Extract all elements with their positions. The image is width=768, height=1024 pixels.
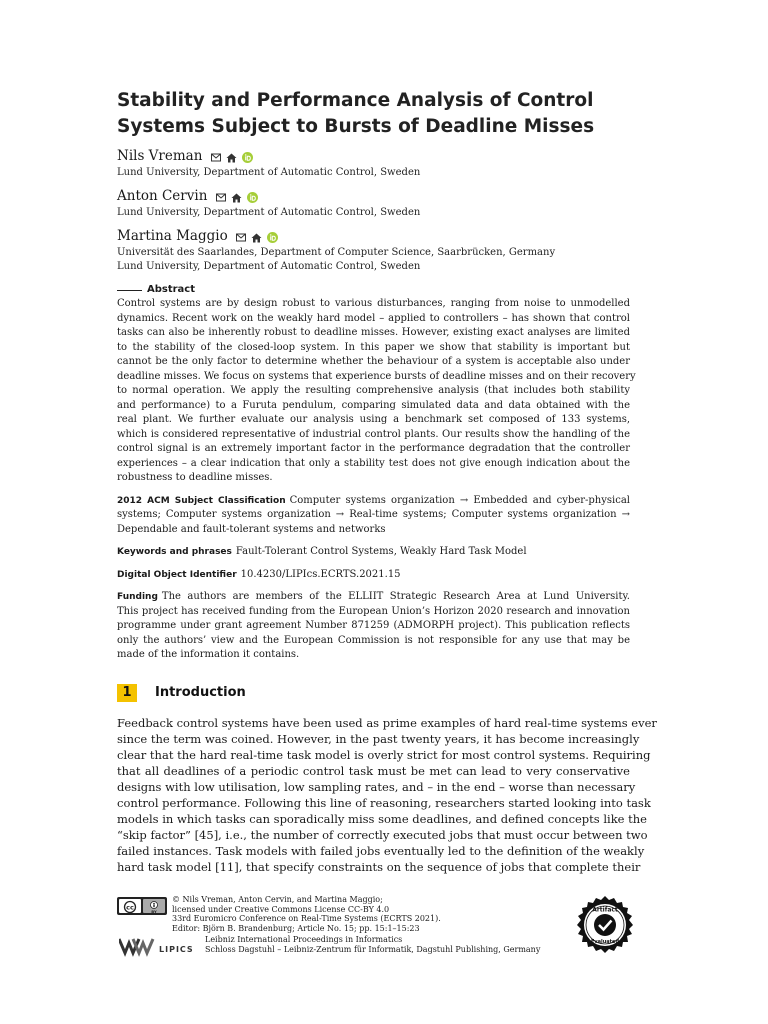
acm-line: Dependable and fault-tolerant systems and networks xyxy=(117,523,386,535)
cc-icon xyxy=(119,899,141,913)
author-list xyxy=(117,146,630,274)
abstract-line: cannot be the only factor to determine whether the behaviour of a system is acceptable also under xyxy=(117,356,630,367)
author-name: Anton Cervin xyxy=(117,188,208,204)
orcid-icon[interactable] xyxy=(267,232,278,243)
license-line: licensed under Creative Commons License CC-BY 4.0 xyxy=(172,904,390,914)
lipics-line: Schloss Dagstuhl – Leibniz-Zentrum für Informatik, Dagstuhl Publishing, Germany xyxy=(205,945,541,954)
acm-line: systems; Computer systems organization → Real-time systems; Computer systems organization → xyxy=(117,509,630,520)
funding-line: This project has received funding from the European Union’s Horizon 2020 research and innovation xyxy=(117,605,630,617)
paper-title xyxy=(117,88,630,140)
keywords-text: Fault-Tolerant Control Systems, Weakly Hard Task Model xyxy=(235,546,527,557)
abstract-line: tasks can also be inherently robust to deadline misses. However, existing exact analyses are limited xyxy=(117,327,630,338)
funding xyxy=(117,590,630,663)
abstract-rule xyxy=(117,290,142,291)
license-text xyxy=(172,895,441,933)
doi xyxy=(117,568,630,583)
body-line: since the term was coined. However, in the past twenty years, it has become increasingly xyxy=(117,731,640,746)
doi-label: Digital Object Identifier xyxy=(117,569,237,580)
orcid-icon[interactable] xyxy=(242,152,253,163)
body-line: designs with low utilisation, low sampling rates, and – in the end – worse than necessary xyxy=(117,779,636,794)
title-line: Systems Subject to Bursts of Deadline Misses xyxy=(117,116,595,137)
keywords xyxy=(117,545,630,560)
lipics-text xyxy=(205,935,540,955)
seal-text-top: Artifact xyxy=(592,906,618,914)
abstract-line: real plant. We further evaluate our analysis using a benchmark set composed of 133 systems, xyxy=(117,414,630,425)
body-line: hard task model [11], that specify constraints on the sequence of jobs that complete their xyxy=(117,859,641,874)
section-body xyxy=(117,715,657,875)
doi-link[interactable]: 10.4230/LIPIcs.ECRTS.2021.15 xyxy=(240,568,401,580)
body-line: that all deadlines of a periodic control task must be met can lead to very conservative xyxy=(117,763,630,778)
acm-label: 2012 ACM Subject Classification xyxy=(117,495,286,506)
funding-line: only the authors’ view and the European Commission is not responsible for any use that may be xyxy=(117,634,630,646)
email-icon[interactable] xyxy=(211,153,221,162)
home-icon[interactable] xyxy=(231,193,242,203)
author-icons xyxy=(216,187,258,206)
lipics-logo-text: LIPICS xyxy=(159,945,194,954)
by-label: BY xyxy=(151,909,157,914)
abstract-heading xyxy=(117,283,630,297)
author-entry xyxy=(117,226,630,274)
email-icon[interactable] xyxy=(236,233,246,242)
abstract-line: to normal operation. We apply the resulting comprehensive analysis (that includes both stability xyxy=(117,385,630,396)
email-icon[interactable] xyxy=(216,193,226,202)
funding-line: made of the information it contains. xyxy=(117,649,300,660)
section-number-badge: 1 xyxy=(117,684,137,702)
home-icon[interactable] xyxy=(251,233,262,243)
abstract-line: experiences – a clear indication that only a stability test does not give enough indication about the xyxy=(117,457,630,469)
abstract-line: deadline misses. We focus on systems that experience bursts of deadline misses and on their recovery xyxy=(117,370,636,382)
svg-text:cc: cc xyxy=(126,903,134,912)
abstract-line: which is considered representative of industrial control plants. Our results show the handling of the xyxy=(117,428,630,440)
author-icons xyxy=(211,147,253,166)
author-affiliation: Universität des Saarlandes, Department of Computer Science, Saarbrücken, Germany xyxy=(117,247,556,258)
body-line: clear that the hard real-time task model is overly strict for most control systems. Requiring xyxy=(117,747,651,762)
acm-classification xyxy=(117,494,630,538)
abstract-line: Control systems are by design robust to various disturbances, ranging from noise to unmodelled xyxy=(117,298,630,309)
author-affiliation: Lund University, Department of Automatic Control, Sweden xyxy=(117,207,421,218)
body-line: failed instances. Task models with failed jobs eventually led to the definition of the weakly xyxy=(117,843,645,858)
author-entry xyxy=(117,146,630,180)
body-line: “skip factor” [45], i.e., the number of correctly executed jobs that must occur between two xyxy=(117,827,648,842)
license-line: © Nils Vreman, Anton Cervin, and Martina Maggio; xyxy=(172,895,383,904)
license-line: Editor: Björn B. Brandenburg; Article No. 15; pp. 15:1–15:23 xyxy=(172,923,420,933)
author-entry xyxy=(117,186,630,220)
abstract-line: and performance) to a Furuta pendulum, comparing simulated data and data obtained with the xyxy=(117,399,630,411)
artifact-evaluated-seal xyxy=(575,895,635,959)
abstract-body xyxy=(117,297,636,486)
abstract-line: control signal is an extremely important factor in the performance degradation that the controller xyxy=(117,443,630,454)
keywords-label: Keywords and phrases xyxy=(117,547,232,557)
abstract-heading-text: Abstract xyxy=(147,284,196,295)
body-line: models in which tasks can sporadically miss some deadlines, and defined concepts like the xyxy=(117,811,647,826)
abstract-line: to the stability of the closed-loop system. In this paper we show that stability is important but xyxy=(117,341,630,353)
orcid-icon[interactable] xyxy=(247,192,258,203)
funding-text: The authors are members of the ELLIIT Strategic Research Area at Lund University. xyxy=(161,591,630,602)
license-line: 33rd Euromicro Conference on Real-Time Systems (ECRTS 2021). xyxy=(172,914,441,923)
acm-text: Computer systems organization → Embedded and cyber-physical xyxy=(289,494,630,506)
home-icon[interactable] xyxy=(226,153,237,163)
author-affiliation: Lund University, Department of Automatic Control, Sweden xyxy=(117,167,421,178)
cc-by-license-badge[interactable] xyxy=(117,897,167,915)
funding-label: Funding xyxy=(117,592,158,602)
section-title: Introduction xyxy=(155,685,246,700)
body-line: Feedback control systems have been used as prime examples of hard real-time systems ever xyxy=(117,715,657,730)
lipics-line: Leibniz International Proceedings in Informatics xyxy=(205,935,403,944)
author-affiliation: Lund University, Department of Automatic Control, Sweden xyxy=(117,261,421,272)
page-footer xyxy=(117,895,647,965)
title-line: Stability and Performance Analysis of Control xyxy=(117,90,594,111)
by-icon xyxy=(143,899,165,913)
funding-line: programme under grant agreement Number 871259 (ADMORPH project). This publication reflects xyxy=(117,620,630,631)
abstract-line: dynamics. Recent work on the weakly hard model – applied to controllers – has shown that control xyxy=(117,312,630,324)
section-heading xyxy=(117,683,630,703)
author-name: Nils Vreman xyxy=(117,148,203,164)
seal-text-bottom: Evaluated xyxy=(590,939,620,945)
paper-page xyxy=(117,88,657,875)
lipics-logo xyxy=(119,935,201,961)
body-line: control performance. Following this line of reasoning, researchers started looking into task xyxy=(117,795,651,810)
author-name: Martina Maggio xyxy=(117,228,228,244)
author-icons xyxy=(236,227,278,246)
abstract-line: robustness to deadline misses. xyxy=(117,472,273,483)
